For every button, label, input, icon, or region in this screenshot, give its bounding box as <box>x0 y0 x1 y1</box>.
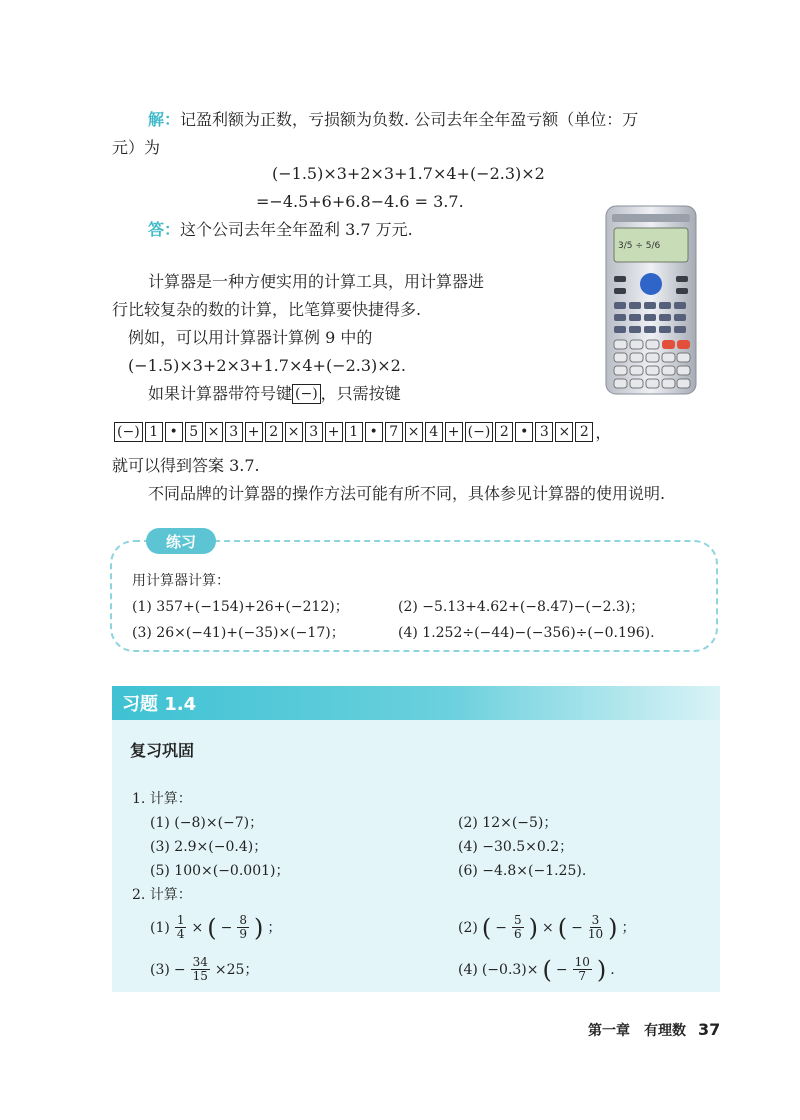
intro-expression: (−1.5)×3+2×3+1.7×4+(−2.3)×2. <box>128 356 406 375</box>
key-10: + <box>325 422 343 442</box>
negative-sign-key: (−) <box>292 384 321 404</box>
key-3: 5 <box>185 422 203 442</box>
q1-item-6: (6) −4.8×(−1.25). <box>458 863 587 879</box>
key-11: 1 <box>345 422 363 442</box>
solution-result: =−4.5+6+6.8−4.6 = 3.7. <box>256 192 464 211</box>
calculator-image <box>604 204 698 400</box>
q2-item-4: (4) (−0.3)× ( − $\frac{10}{7}$ ) . <box>458 955 615 984</box>
practice-item-4: (4) 1.252÷(−44)−(−356)÷(−0.196). <box>398 625 655 641</box>
key-22: 2 <box>575 422 593 442</box>
intro-p4-text-b: ，只需按键 <box>320 384 401 403</box>
intro-paragraph-4 <box>148 382 401 406</box>
key-19: • <box>515 422 533 442</box>
q1-label: 1. 计算： <box>132 791 192 807</box>
page-footer <box>588 1020 720 1040</box>
key-12: • <box>365 422 383 442</box>
q2-item-3-label: (3) <box>150 961 170 978</box>
q2-item-2: (2) ( − $\frac{5}{6}$ ) × ( − $\frac{3}{10}$ ) ； <box>458 913 636 942</box>
intro-paragraph-6: 不同品牌的计算器的操作方法可能有所不同，具体参见计算器的使用说明. <box>148 484 666 503</box>
intro-p4-text-a: 如果计算器带符号键 <box>148 384 293 403</box>
key-7: 2 <box>265 422 283 442</box>
key-8: × <box>285 422 303 442</box>
q1-item-3: (3) 2.9×(−0.4)； <box>150 839 268 855</box>
q2-item-1-fraction-b: $\frac{8}{9}$ <box>239 913 247 941</box>
answer-text: 这个公司去年全年盈利 3.7 万元. <box>180 220 413 239</box>
q2-item-3: (3) − $\frac{34}{15}$ ×25； <box>150 955 259 983</box>
q2-label: 2. 计算： <box>132 887 192 903</box>
solution-expression: (−1.5)×3+2×3+1.7×4+(−2.3)×2 <box>272 164 545 183</box>
q1-item-1: (1) (−8)×(−7)； <box>150 815 264 831</box>
key-9: 3 <box>305 422 323 442</box>
practice-item-3: (3) 26×(−41)+(−35)×(−17)； <box>132 625 345 641</box>
q2-item-1: (1) $\frac{1}{4}$ × ( − $\frac{8}{9}$ ) ； <box>150 913 282 942</box>
q1-item-4: (4) −30.5×0.2； <box>458 839 574 855</box>
solution-label: 解： <box>148 110 181 129</box>
intro-paragraph-2: 例如，可以用计算器计算例 9 中的 <box>128 328 373 347</box>
q2-item-4-head: (−0.3)× <box>481 961 539 978</box>
solution-line2: 元）为 <box>112 138 161 157</box>
key-6: + <box>245 422 263 442</box>
key-15: 4 <box>425 422 443 442</box>
key-4: × <box>205 422 223 442</box>
key-17: (−) <box>465 422 494 442</box>
answer-line <box>148 218 413 242</box>
page-number: 37 <box>698 1020 721 1039</box>
solution-text1: 记盈利额为正数，亏损额为负数. 公司去年全年盈亏额（单位：万 <box>180 110 639 129</box>
q2-item-2-fraction-a: $\frac{5}{6}$ <box>513 913 522 941</box>
key-2: • <box>165 422 183 442</box>
key-sequence <box>114 420 611 443</box>
calculator-display: 3/5 ÷ 5/6 <box>618 241 661 251</box>
q1-item-5: (5) 100×(−0.001)； <box>150 863 290 879</box>
key-20: 3 <box>535 422 553 442</box>
key-0: (−) <box>114 422 143 442</box>
solution-line1 <box>148 108 638 132</box>
q2-item-1-label: (1) <box>150 919 170 936</box>
key-21: × <box>555 422 573 442</box>
key-18: 2 <box>495 422 513 442</box>
q2-item-4-fraction: $\frac{10}{7}$ <box>574 955 590 983</box>
key-16: + <box>445 422 463 442</box>
answer-label: 答： <box>148 220 181 239</box>
intro-paragraph-1b: 行比较复杂的数的计算，比笔算要快捷得多. <box>112 300 422 319</box>
section-title: 复习巩固 <box>130 741 195 760</box>
practice-prompt: 用计算器计算： <box>132 573 230 589</box>
q2-item-2-label: (2) <box>458 919 478 936</box>
practice-item-1: (1) 357+(−154)+26+(−212)； <box>132 599 349 615</box>
key-14: × <box>405 422 423 442</box>
q2-item-3-tail: ×25； <box>214 961 259 978</box>
q2-item-3-fraction: $\frac{34}{15}$ <box>192 955 208 983</box>
q2-item-1-fraction-a: $\frac{1}{4}$ <box>176 913 185 941</box>
intro-paragraph-5: 就可以得到答案 3.7. <box>112 456 260 475</box>
q2-item-2-fraction-b: $\frac{3}{10}$ <box>587 913 604 941</box>
exercise-title: 习题 1.4 <box>122 694 197 715</box>
key-sequence-end: ， <box>595 423 612 442</box>
practice-item-2: (2) −5.13+4.62+(−8.47)−(−2.3)； <box>398 599 645 615</box>
exercise-header <box>112 686 720 720</box>
key-5: 3 <box>225 422 243 442</box>
calculator-icon <box>604 204 698 396</box>
practice-title: 练习 <box>146 528 216 554</box>
chapter-title: 第一章 有理数 <box>588 1023 686 1039</box>
key-13: 7 <box>385 422 403 442</box>
intro-paragraph-1a: 计算器是一种方便实用的计算工具，用计算器进 <box>148 272 485 291</box>
q2-item-4-label: (4) <box>458 961 478 978</box>
key-1: 1 <box>145 422 163 442</box>
q1-item-2: (2) 12×(−5)； <box>458 815 558 831</box>
